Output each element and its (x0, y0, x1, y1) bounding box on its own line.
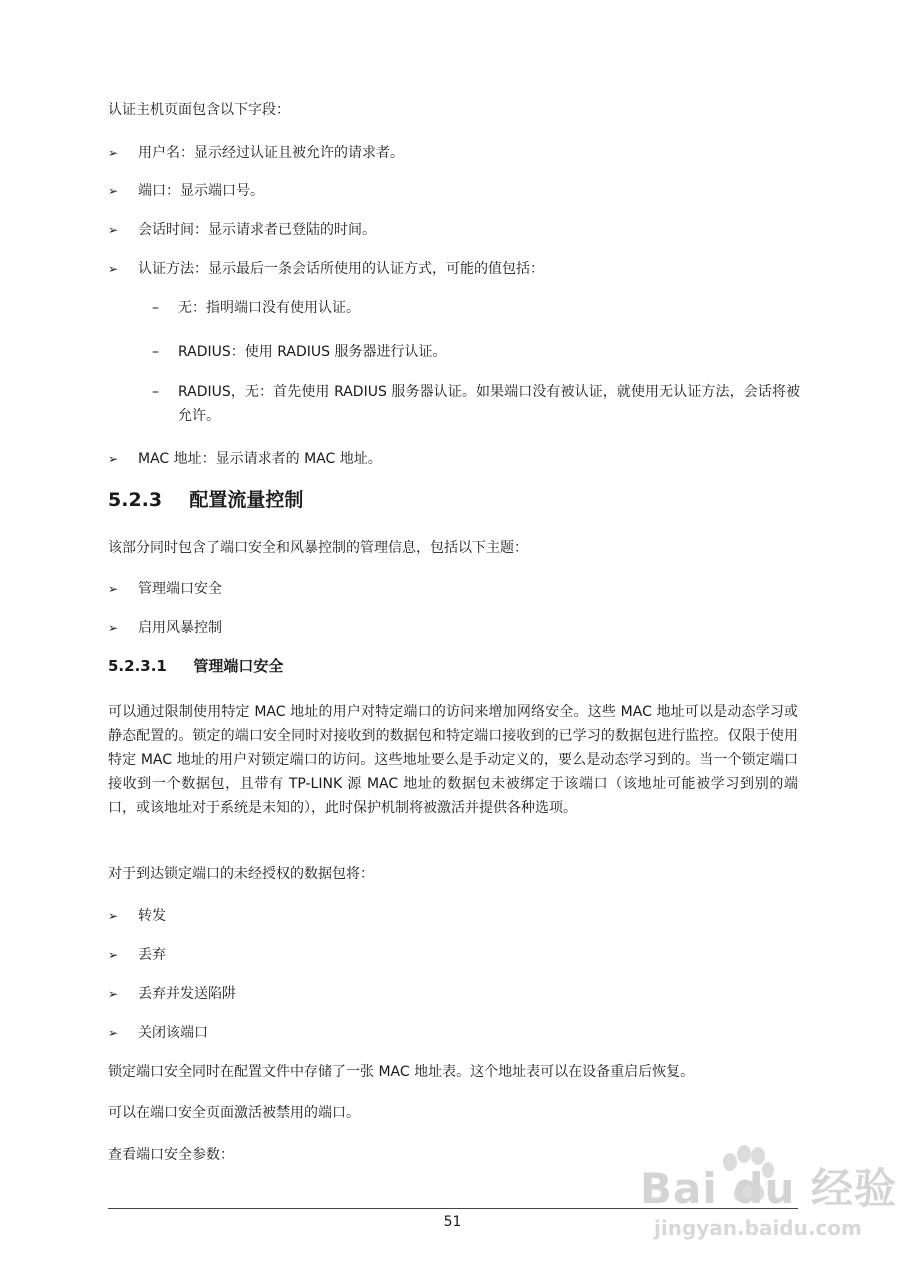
auth-value-text: 无：指明端口没有使用认证。 (178, 300, 360, 316)
auth-value-text: RADIUS：使用 RADIUS 服务器进行认证。 (178, 344, 447, 360)
port-security-paragraph: 可以通过限制使用特定 MAC 地址的用户对特定端口的访问来增加网络安全。这些 MAC 地址可以是动态学习或静态配置的。锁定的端口安全同时对接收到的数据包和特定端口接收到的已学习的数据包进行监控。仅限于使用特定 MAC 地址的用户对锁定端口的访问。这些地址要么是手动定义的，要么是动态学习到的。当一个锁定端口接收到一个数据包，且带有 TP-LINK 源 MAC 地址的数据包未被绑定于该端口（该地址可能被学习到别的端口，或该地址对于系统是未知的），此时保护机制将被激活并提供各种选项。 (108, 704, 798, 816)
action-text: 转发 (138, 908, 166, 924)
bullet-arrow-icon: ➢ (108, 184, 119, 198)
auth-value-text: RADIUS，无：首先使用 RADIUS 服务器认证。如果端口没有被认证，就使用无认证方法，会话将被允许。 (178, 384, 800, 424)
section-title: 配置流量控制 (189, 489, 304, 511)
unauth-intro: 对于到达锁定端口的未经授权的数据包将： (108, 866, 374, 882)
dash-marker: – (152, 384, 159, 400)
auth-value-none (152, 296, 800, 320)
section-heading (108, 486, 303, 514)
action-text: 关闭该端口 (138, 1025, 208, 1041)
bullet-arrow-icon: ➢ (108, 987, 119, 1001)
section-intro: 该部分同时包含了端口安全和风暴控制的管理信息，包括以下主题： (108, 540, 528, 556)
field-text: MAC 地址：显示请求者的 MAC 地址。 (138, 451, 382, 467)
section-number: 5.2.3 (108, 489, 163, 511)
bullet-arrow-icon: ➢ (108, 1026, 119, 1040)
action-text: 丢弃并发送陷阱 (138, 986, 236, 1002)
bullet-arrow-icon: ➢ (108, 223, 119, 237)
bullet-arrow-icon: ➢ (108, 146, 119, 160)
intro-text: 认证主机页面包含以下字段： (108, 102, 290, 118)
topic-text: 管理端口安全 (138, 581, 222, 597)
bullet-arrow-icon: ➢ (108, 621, 119, 635)
baidu-watermark (640, 1142, 897, 1254)
reactivate-paragraph: 可以在端口安全页面激活被禁用的端口。 (108, 1105, 360, 1121)
auth-value-radius-none (152, 380, 800, 428)
auth-value-radius (152, 340, 800, 364)
field-text: 端口：显示端口号。 (138, 183, 264, 199)
dash-marker: – (152, 300, 159, 316)
subsection-number: 5.2.3.1 (108, 657, 167, 675)
mac-table-paragraph: 锁定端口安全同时在配置文件中存储了一张 MAC 地址表。这个地址表可以在设备重启后恢复。 (108, 1064, 695, 1080)
subsection-heading (108, 654, 283, 678)
field-text: 用户名：显示经过认证且被允许的请求者。 (138, 145, 404, 161)
field-text: 会话时间：显示请求者已登陆的时间。 (138, 222, 376, 238)
bullet-arrow-icon: ➢ (108, 262, 119, 276)
field-text: 认证方法：显示最后一条会话所使用的认证方式，可能的值包括： (138, 261, 544, 277)
watermark-url: jingyan.baidu.com (654, 1216, 862, 1240)
subsection-title: 管理端口安全 (193, 657, 284, 675)
view-params-paragraph: 查看端口安全参数： (108, 1147, 234, 1163)
bullet-arrow-icon: ➢ (108, 452, 119, 466)
bullet-arrow-icon: ➢ (108, 909, 119, 923)
watermark-logo: Bai du 经验 (640, 1164, 897, 1213)
topic-text: 启用风暴控制 (138, 620, 222, 636)
action-text: 丢弃 (138, 947, 166, 963)
page-number: 51 (443, 1214, 462, 1230)
bullet-arrow-icon: ➢ (108, 948, 119, 962)
bullet-arrow-icon: ➢ (108, 582, 119, 596)
dash-marker: – (152, 344, 159, 360)
